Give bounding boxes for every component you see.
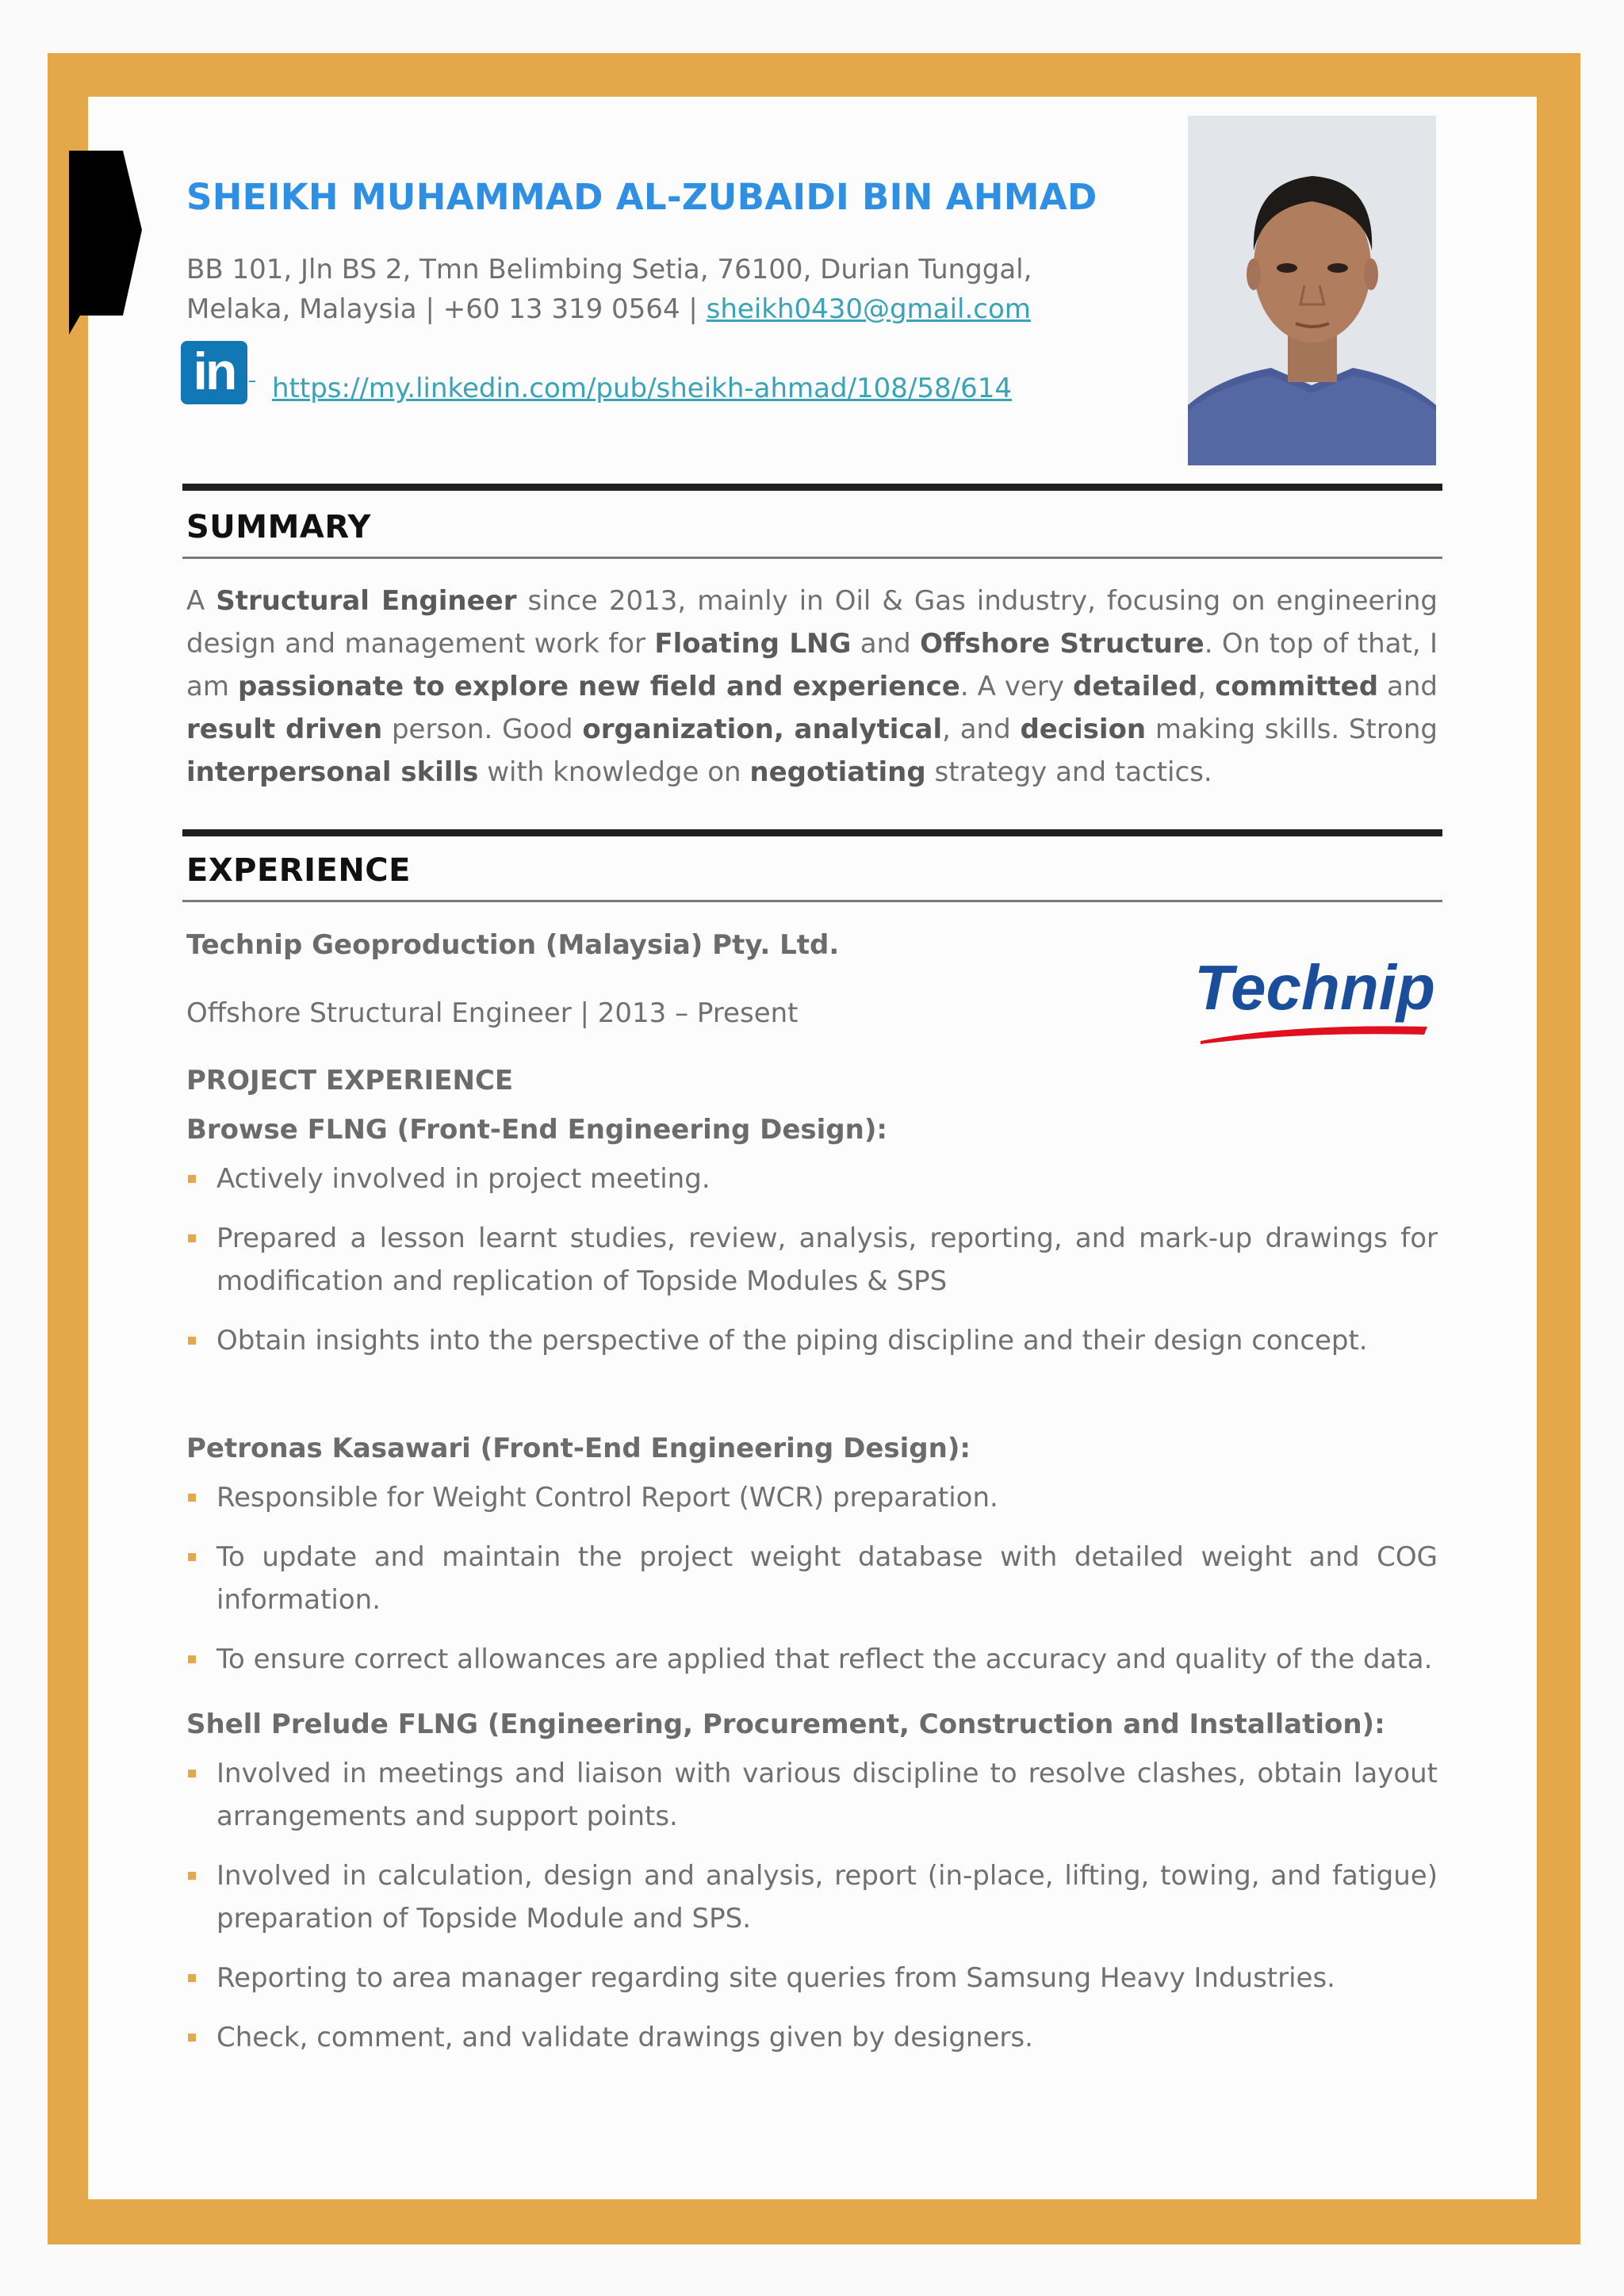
summary-highlight: interpersonal skills: [186, 756, 479, 788]
candidate-name: SHEIKH MUHAMMAD AL-ZUBAIDI BIN AHMAD: [186, 176, 1097, 218]
summary-text: since 2013, mainly in Oil & Gas industry, focusing on engineering design and management work for: [186, 585, 1438, 660]
experience-top-rule: [182, 829, 1442, 836]
profile-photo: [1188, 116, 1436, 465]
project-title-prelude: Shell Prelude FLNG (Engineering, Procurement, Construction and Installation):: [186, 1709, 1385, 1740]
project-title-kasawari: Petronas Kasawari (Front-End Engineering Design):: [186, 1433, 971, 1464]
experience-underline: [182, 900, 1442, 902]
bullet-item: [186, 1854, 1438, 1940]
bullet-item: [186, 1319, 1438, 1362]
bullet-square-icon: [188, 1872, 196, 1880]
job-role: Offshore Structural Engineer | 2013 – Present: [186, 997, 799, 1029]
summary-highlight: negotiating: [749, 756, 926, 788]
bullet-item: [186, 1638, 1438, 1681]
bullet-item: [186, 1217, 1438, 1303]
address-line-2: [186, 293, 1031, 325]
summary-top-rule: [182, 484, 1442, 491]
bullet-item: [186, 1536, 1438, 1621]
summary-text: . On top of that, I am: [186, 628, 1438, 702]
bullet-square-icon: [188, 1234, 196, 1242]
bullet-square-icon: [188, 1175, 196, 1183]
summary-text: and: [851, 628, 921, 660]
summary-highlight: organization, analytical: [582, 714, 943, 745]
summary-text: , and: [942, 714, 1021, 745]
bullet-text: To update and maintain the project weight database with detailed weight and COG information.: [216, 1541, 1438, 1616]
bullet-square-icon: [188, 1494, 196, 1502]
summary-text: A: [186, 585, 216, 617]
bullet-text: Reporting to area manager regarding site queries from Samsung Heavy Industries.: [216, 1962, 1335, 1994]
summary-text: making skills. Strong: [1146, 714, 1438, 745]
bullet-text: Actively involved in project meeting.: [216, 1163, 710, 1195]
summary-text: and: [1378, 671, 1438, 702]
summary-highlight: Offshore Structure: [920, 628, 1205, 660]
bullet-text: Involved in meetings and liaison with various discipline to resolve clashes, obtain layout arrangements and support points.: [216, 1758, 1438, 1832]
email-link[interactable]: sheikh0430@gmail.com: [706, 293, 1031, 325]
technip-logo-text: Technip: [1197, 963, 1435, 1023]
location-phone: Melaka, Malaysia | +60 13 319 0564 |: [186, 293, 707, 325]
summary-text: strategy and tactics.: [925, 756, 1212, 788]
bullet-item: [186, 1158, 1438, 1200]
bullet-text: To ensure correct allowances are applied that reflect the accuracy and quality of the data.: [216, 1644, 1433, 1675]
summary-underline: [182, 557, 1442, 559]
technip-logo: [1197, 963, 1435, 1050]
experience-heading: EXPERIENCE: [186, 852, 411, 889]
bullet-item: [186, 1476, 1438, 1519]
project-experience-heading: PROJECT EXPERIENCE: [186, 1065, 514, 1096]
bullet-text: Obtain insights into the perspective of the piping discipline and their design concept.: [216, 1325, 1368, 1357]
project-bullets-browse: [186, 1158, 1438, 1379]
bullet-text: Prepared a lesson learnt studies, review, analysis, reporting, and mark-up drawings for modification and replication of Topside Modules & SPS: [216, 1223, 1438, 1297]
bullet-square-icon: [188, 1770, 196, 1777]
bullet-square-icon: [188, 1655, 196, 1663]
summary-highlight: decision: [1020, 714, 1147, 745]
linkedin-icon[interactable]: in: [181, 341, 247, 404]
bullet-item: [186, 1957, 1438, 1999]
bullet-text: Check, comment, and validate drawings given by designers.: [216, 2022, 1033, 2053]
company-name: Technip Geoproduction (Malaysia) Pty. Ltd.: [186, 929, 840, 961]
bullet-square-icon: [188, 1553, 196, 1561]
summary-highlight: Floating LNG: [654, 628, 852, 660]
bullet-square-icon: [188, 1337, 196, 1345]
summary-highlight: result driven: [186, 714, 383, 745]
bullet-square-icon: [188, 1974, 196, 1982]
summary-text: . A very: [959, 671, 1073, 702]
bullet-text: Responsible for Weight Control Report (WCR) preparation.: [216, 1482, 998, 1513]
project-bullets-kasawari: [186, 1476, 1438, 1697]
summary-paragraph: [186, 580, 1438, 794]
project-bullets-prelude: [186, 1752, 1438, 2076]
address-line-1: BB 101, Jln BS 2, Tmn Belimbing Setia, 76100, Durian Tunggal,: [186, 254, 1032, 285]
summary-heading: SUMMARY: [186, 509, 371, 545]
bullet-item: [186, 2016, 1438, 2059]
summary-highlight: committed: [1215, 671, 1379, 702]
linkedin-separator: [249, 381, 255, 382]
summary-text: with knowledge on: [478, 756, 750, 788]
summary-text: ,: [1197, 671, 1216, 702]
bullet-text: Involved in calculation, design and analysis, report (in-place, lifting, towing, and fatigue) preparation of Topside Module and SPS.: [216, 1860, 1438, 1934]
bullet-square-icon: [188, 2034, 196, 2042]
summary-highlight: detailed: [1072, 671, 1198, 702]
bullet-item: [186, 1752, 1438, 1838]
summary-text: person. Good: [382, 714, 583, 745]
project-title-browse: Browse FLNG (Front-End Engineering Design):: [186, 1114, 887, 1146]
summary-highlight: Structural Engineer: [216, 585, 517, 617]
summary-highlight: passionate to explore new field and experience: [237, 671, 960, 702]
linkedin-url-link[interactable]: https://my.linkedin.com/pub/sheikh-ahmad/108/58/614: [272, 373, 1013, 404]
side-tab-marker: [69, 151, 142, 335]
